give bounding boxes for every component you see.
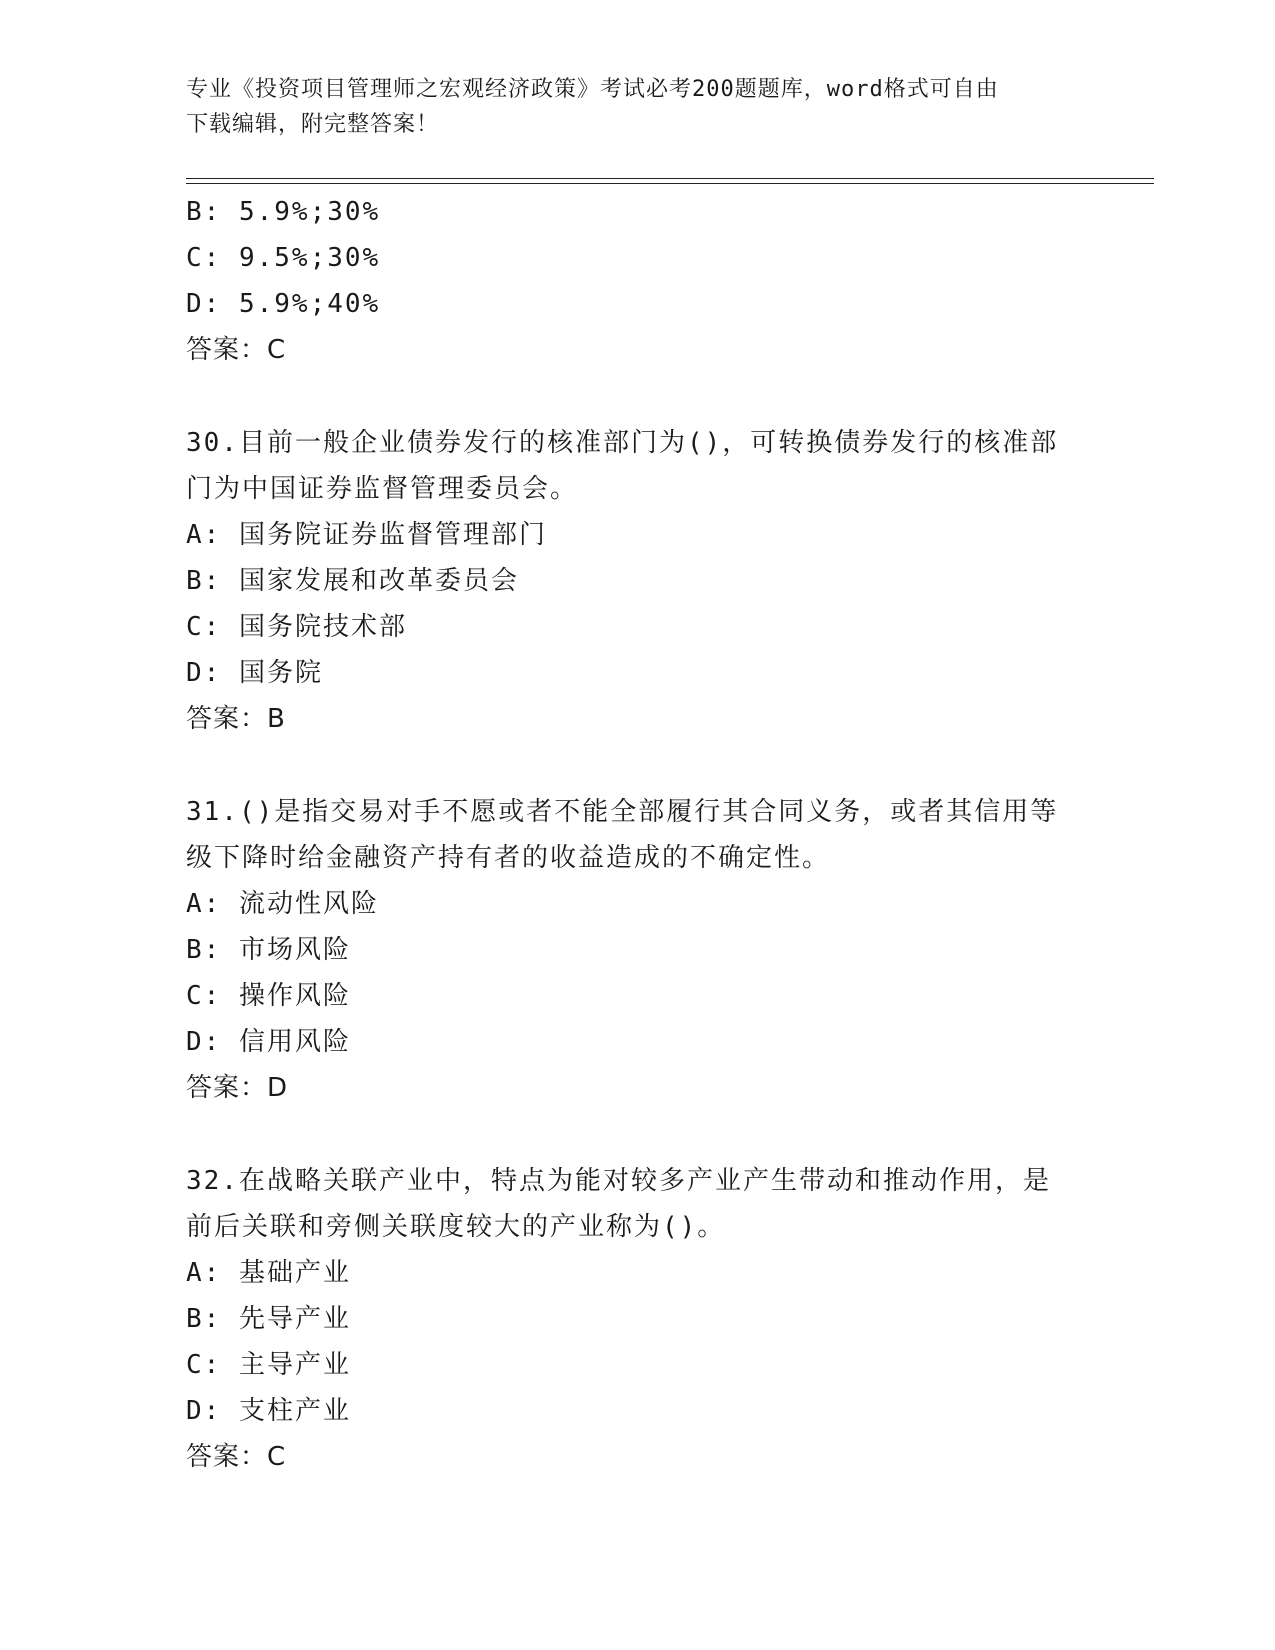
spacer: [186, 373, 1086, 420]
document-header: [186, 72, 1086, 142]
option-d: D: 支柱产业: [186, 1396, 351, 1426]
question-block-29: [186, 189, 1086, 373]
question-block-32: [186, 1158, 1086, 1480]
answer-line: 答案：D: [186, 1073, 289, 1103]
option-d: D: 信用风险: [186, 1027, 351, 1057]
option-a: A: 流动性风险: [186, 889, 379, 919]
option-c: C: 操作风险: [186, 981, 351, 1011]
question-stem-line-1: 30.目前一般企业债券发行的核准部门为()，可转换债券发行的核准部: [186, 428, 1059, 458]
question-list: [186, 189, 1086, 1480]
option-b: B: 5.9%;30%: [186, 197, 381, 227]
header-divider-bottom: [186, 183, 1154, 184]
question-stem-line-1: 32.在战略关联产业中，特点为能对较多产业产生带动和推动作用，是: [186, 1166, 1051, 1196]
option-d: D: 5.9%;40%: [186, 289, 381, 319]
spacer: [186, 1111, 1086, 1158]
question-stem-line-2: 门为中国证券监督管理委员会。: [186, 474, 579, 504]
option-b: B: 先导产业: [186, 1304, 351, 1334]
answer-line: 答案：C: [186, 335, 287, 365]
option-c: C: 国务院技术部: [186, 612, 407, 642]
header-line-1: 专业《投资项目管理师之宏观经济政策》考试必考200题题库，word格式可自由: [186, 77, 999, 102]
option-b: B: 国家发展和改革委员会: [186, 566, 519, 596]
option-b: B: 市场风险: [186, 935, 351, 965]
answer-line: 答案：C: [186, 1442, 287, 1472]
question-stem-line-2: 前后关联和旁侧关联度较大的产业称为()。: [186, 1212, 726, 1242]
question-block-30: [186, 420, 1086, 742]
question-stem-line-1: 31.()是指交易对手不愿或者不能全部履行其合同义务，或者其信用等: [186, 797, 1059, 827]
header-divider-top: [186, 178, 1154, 179]
spacer: [186, 742, 1086, 789]
answer-line: 答案：B: [186, 704, 286, 734]
option-d: D: 国务院: [186, 658, 323, 688]
option-a: A: 国务院证券监督管理部门: [186, 520, 547, 550]
option-a: A: 基础产业: [186, 1258, 351, 1288]
question-block-31: [186, 789, 1086, 1111]
option-c: C: 主导产业: [186, 1350, 351, 1380]
header-line-2: 下载编辑，附完整答案！: [186, 112, 440, 137]
option-c: C: 9.5%;30%: [186, 243, 381, 273]
question-stem-line-2: 级下降时给金融资产持有者的收益造成的不确定性。: [186, 843, 831, 873]
